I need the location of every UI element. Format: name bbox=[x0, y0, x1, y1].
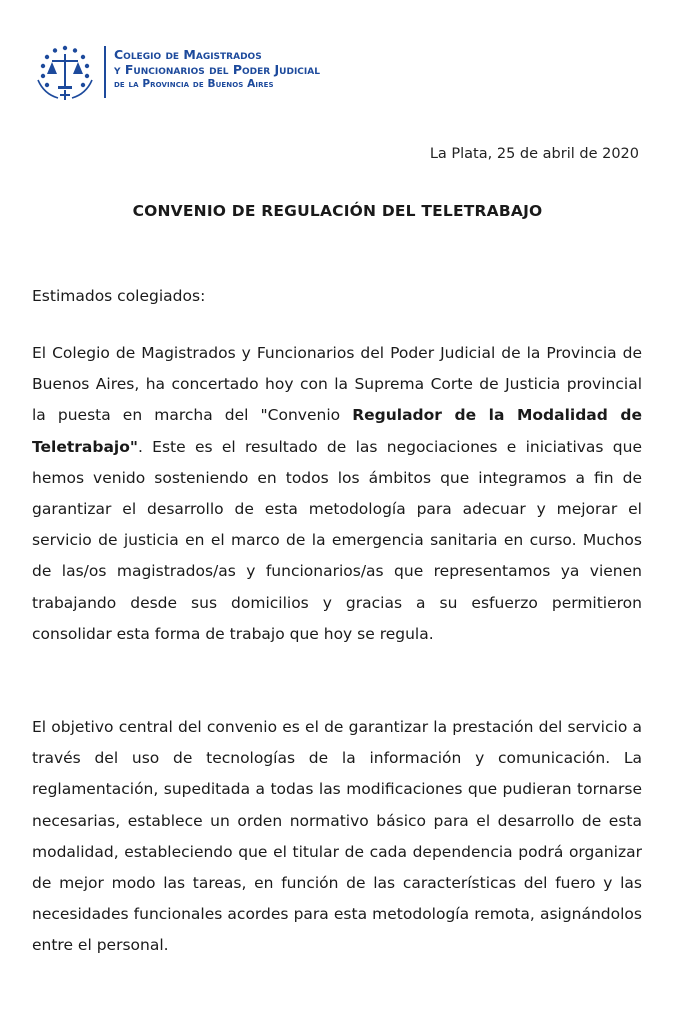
letter-date: La Plata, 25 de abril de 2020 bbox=[429, 146, 639, 162]
org-name-line3: de la Provincia de Buenos Aires bbox=[114, 78, 274, 90]
document-title: CONVENIO DE REGULACIÓN DEL TELETRABAJO bbox=[132, 202, 543, 220]
paragraph-1 bbox=[32, 338, 642, 650]
paragraph-2: El objetivo central del convenio es el de garantizar la prestación del servicio a través del uso de tecnologías de la información y comunicación. La reglamentación, supeditada a todas las modificaciones que pudieran tornarse necesarias, establece un orden normativo básico para el desarrollo de esta modalidad, estableciendo que el titular de cada dependencia podrá organizar de mejor modo las tareas, en función de las características del fuero y las necesidades funcionales acordes para esta metodología remota, asignándolos entre el personal. bbox=[32, 718, 642, 955]
scales-of-justice-seal-icon bbox=[34, 44, 96, 102]
letterhead-divider bbox=[104, 46, 106, 98]
paragraph-1-bold-text: Regulador de la Modalidad de Teletrabajo" bbox=[32, 406, 643, 456]
organization-name bbox=[114, 47, 320, 92]
paragraph-1-text-after: . Este es el resultado de las negociaciones e iniciativas que hemos venido sosteniendo en todos los ámbitos que integramos a fin de garantizar el desarrollo de esta metodología para adecuar y mejorar el servicio de justicia en el marco de la emergencia sanitaria en curso. Muchos de las/os magistrados/as y funcionarios/as que representamos ya vienen trabajando desde sus domicilios y gracias a su esfuerzo permitieron consolidar esta forma de trabajo que hoy se regula. bbox=[32, 437, 642, 643]
org-name-line1: Colegio de Magistrados bbox=[114, 47, 262, 62]
paragraph-1-text-before: El Colegio de Magistrados y Funcionarios del Poder Judicial de la Provincia de Buenos Aires, ha concertado hoy con la Suprema Corte de Justicia provincial la puesta en marcha del "Convenio bbox=[32, 344, 642, 425]
letterhead bbox=[34, 40, 354, 104]
org-name-line2: y Funcionarios del Poder Judicial bbox=[114, 62, 320, 77]
greeting: Estimados colegiados: bbox=[32, 287, 206, 305]
